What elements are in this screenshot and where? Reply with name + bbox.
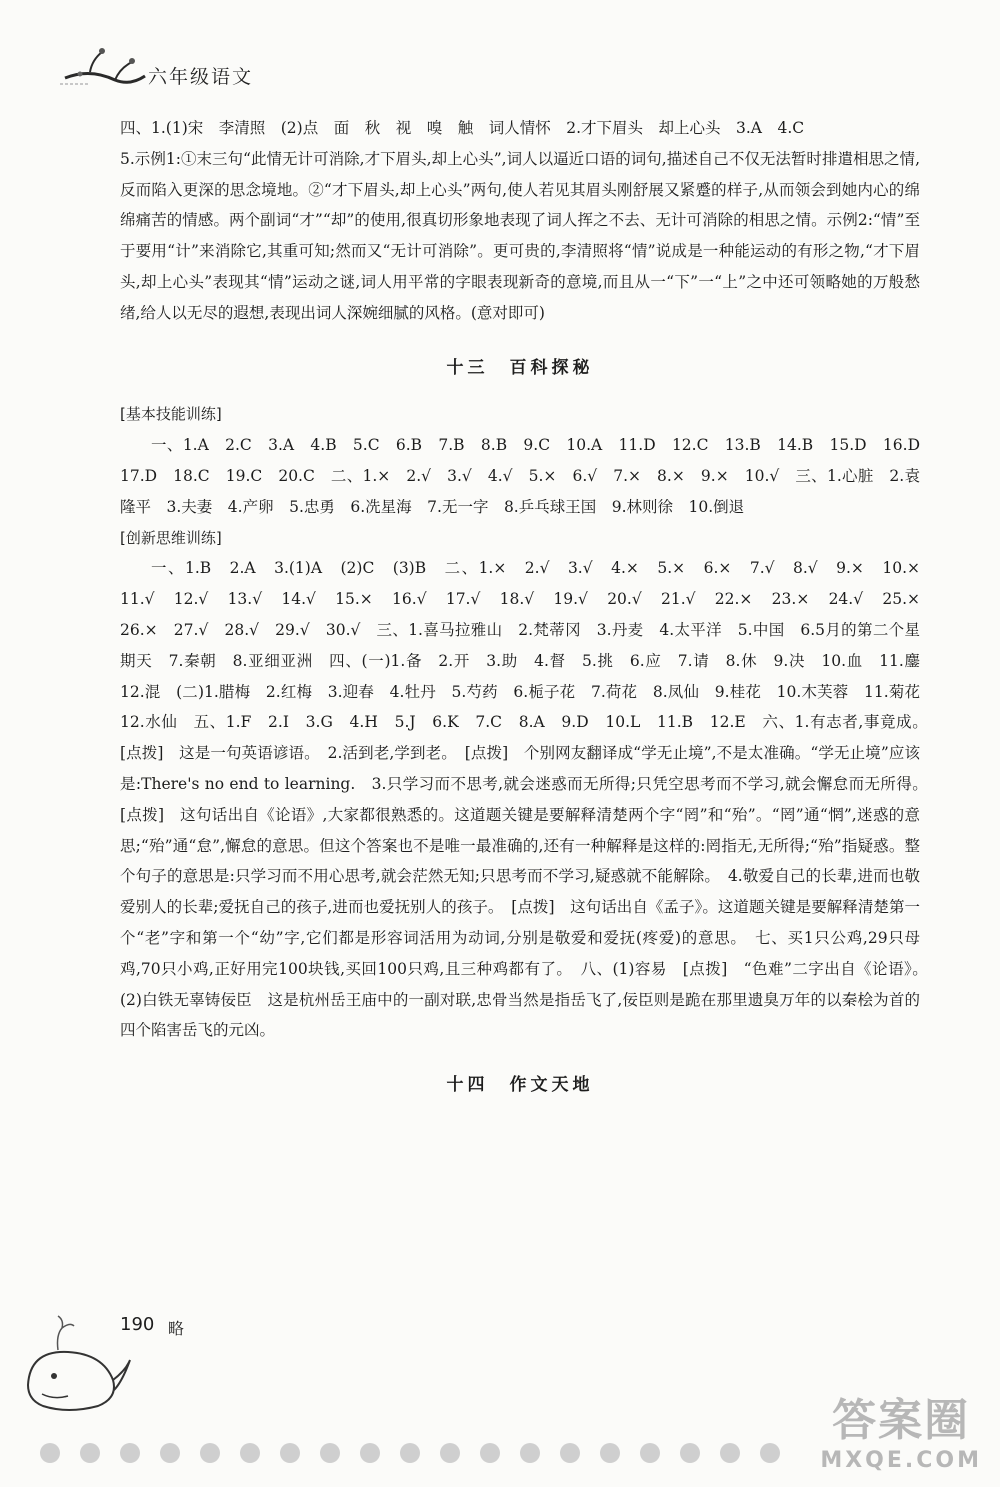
chapter14-title: 十四 作文天地 xyxy=(446,1075,594,1096)
chapter14-content: 略 xyxy=(168,1319,185,1338)
page-header xyxy=(60,38,380,98)
section-four-line1: 四、1.(1)宋 李清照 (2)点 面 秋 视 嗅 触 词人情怀 2.才下眉头 却上心头 3.A 4.C xyxy=(120,119,805,137)
plum-branch-icon xyxy=(60,38,150,98)
answer-content xyxy=(120,113,936,1117)
watermark xyxy=(820,1384,982,1473)
creative-thinking-answers: 一、1.B 2.A 3.(1)A (2)C (3)B 二、1.× 2.√ 3.√ 4.× 5.× 6.× 7.√ 8.√ 9.× 10.× 11.√ 12.√ 13.√ 14.√ 15.× 16.√ 17.√ 18.√ 19.√ 20.√ 21.√ 22.× 23.× 24.√ 25.× 26.× 27.√ 28.√ 29.√ 30.√ 三、1.喜马拉雅山 2.梵蒂冈 3.丹麦 4.太平洋 5.中国 6.5月的第二个星期天 7.秦朝 8.亚细亚洲 四、(一)1.备 2.开 3.助 4.督 5.挑 6.应 7.请 8.休 9.决 10.血 11.鏖 12.混 (二)1.腊梅 2.红梅 3.迎春 4.牡丹 5.芍药 6.栀子花 7.荷花 8.凤仙 9.桂花 10.木芙蓉 11.菊花 12.水仙 五、1.F 2.I 3.G 4.H 5.J 6.K 7.C 8.A 9.D 10.L 11.B 12.E 六、1.有志者,事竟成。 [点拨] 这是一句英语谚语。 2.活到老,学到老。 [点拨] 个别网友翻译成“学无止境”,不是太准确。“学无止境”应该是:There's no end to learning. 3.只学习而不思考,就会迷惑而无所得;只凭空思考而不学习,就会懈怠而无所得。 [点拨] 这句话出自《论语》,大家都很熟悉的。这道题关键是要解释清楚两个字“罔”和“殆”。“罔”通“惘”,迷惑的意思;“殆”通“怠”,懈怠的意思。但这个答案也不是唯一最准确的,还有一种解释是这样的:罔指无,无所得;“殆”指疑惑。整个句子的意思是:只学习而不用心思考,就会茫然无知;只思考而不学习,疑惑就不能解除。 4.敬爱自己的长辈,进而也敬爱别人的长辈;爱抚自己的孩子,进而也爱抚别人的孩子。 [点拨] 这句话出自《孟子》。这道题关键是要解释清楚第一个“老”字和第一个“幼”字,它们都是形容词活用为动词,分别是敬爱和爱抚(疼爱)的意思。 七、买1只公鸡,29只母鸡,70只小鸡,正好用完100块钱,买回100只鸡,且三种鸡都有了。 八、(1)容易 [点拨] “色难”二字出自《论语》。 (2)白铁无辜铸佞臣 这是杭州岳王庙中的一副对联,忠骨当然是指岳飞了,佞臣则是跪在那里遗臭万年的以秦桧为首的四个陷害岳飞的元凶。 xyxy=(120,559,936,1040)
watermark-main: 答案圈 xyxy=(832,1395,971,1446)
watermark-url: MXQE.COM xyxy=(820,1448,982,1473)
chapter13-title: 十三 百科探秘 xyxy=(446,357,594,378)
creative-thinking-label: [创新思维训练] xyxy=(120,528,222,547)
page-number: 190 xyxy=(120,1314,155,1335)
section-four-line2: 5.示例1:①末三句“此情无计可消除,才下眉头,却上心头”,词人以逼近口语的词句,描述自己不仅无法暂时排遣相思之情,反而陷入更深的思念境地。②“才下眉头,却上心头”两句,使人若见其眉头刚舒展又紧蹙的样子,从而领会到她内心的绵绵痛苦的情感。两个副词“才”“却”的使用,很真切形象地表现了词人挥之不去、无计可消除的相思之情。示例2:“情”至于要用“计”来消除它,其重可知;然而又“无计可消除”。更可贵的,李清照将“情”说成是一种能运动的有形之物,“才下眉头,却上心头”表现其“情”运动之谜,词人用平常的字眼表现新奇的意境,而且从一“下”一“上”之中还可领略她的万般愁绪,给人以无尽的遐想,表现出词人深婉细腻的风格。(意对即可) xyxy=(120,149,920,322)
basic-skills-label: [基本技能训练] xyxy=(120,405,222,424)
basic-skills-answers: 一、1.A 2.C 3.A 4.B 5.C 6.B 7.B 8.B 9.C 10.A 11.D 12.C 13.B 14.B 15.D 16.D 17.D 18.C 19.C 20.C 二、1.× 2.√ 3.√ 4.√ 5.× 6.√ 7.× 8.× 9.× 10.√ 三、1.心脏 2.袁隆平 3.夫妻 4.产卵 5.忠勇 6.冼星海 7.无一字 8.乒乓球王国 9.林则徐 10.倒退 xyxy=(120,436,936,516)
header-title: 六年级语文 xyxy=(148,66,254,88)
